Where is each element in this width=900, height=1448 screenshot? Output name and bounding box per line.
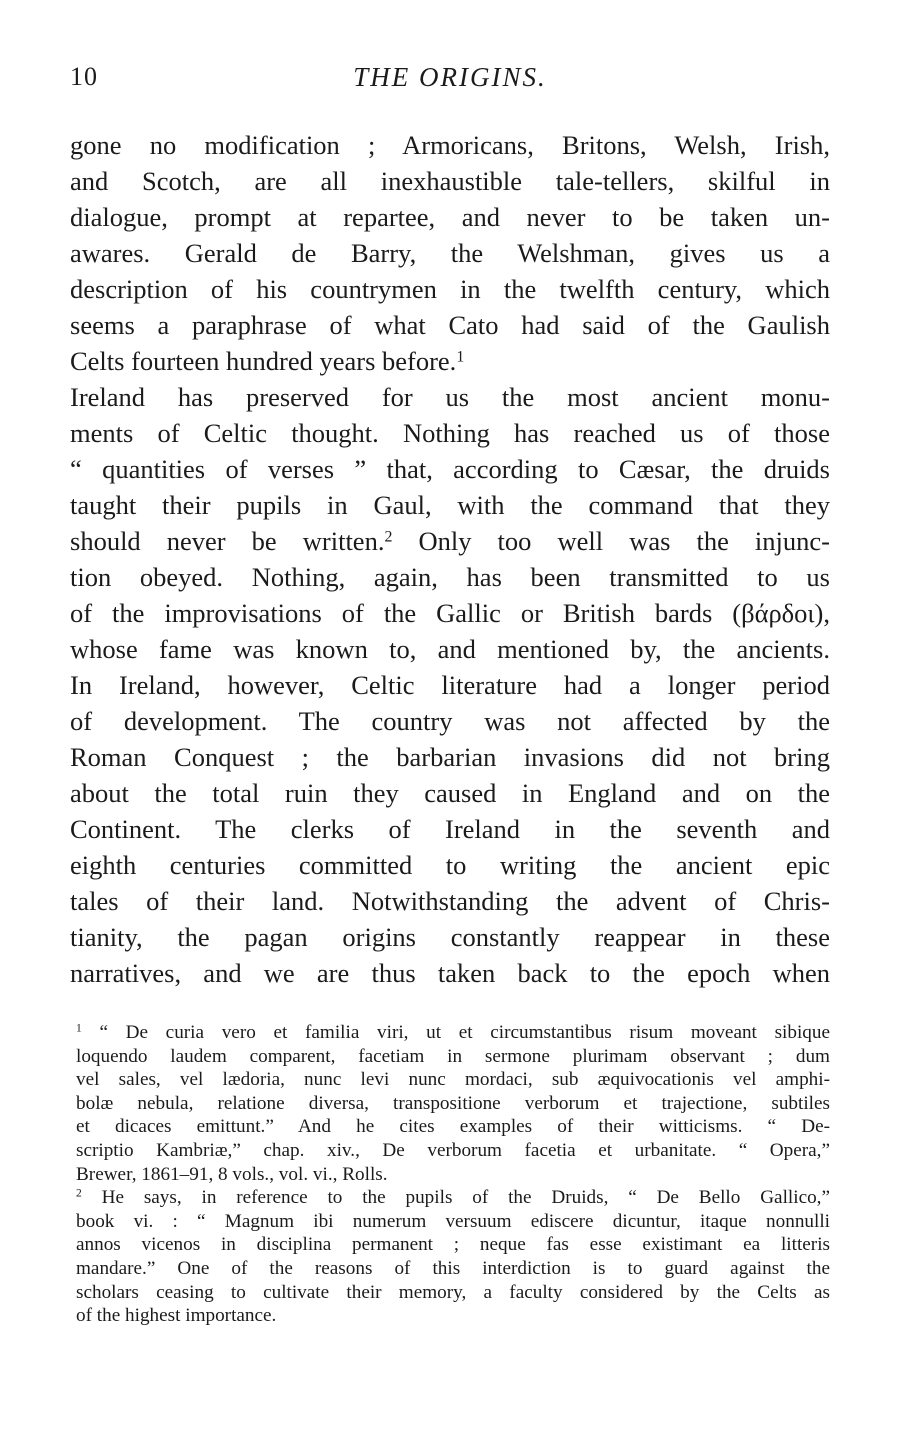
footnote-ref-1[interactable]: 1 [456,348,465,366]
footnotes [76,1021,830,1328]
text-line: description of his countrymen in the twelfth century, which [70,274,830,304]
paragraph-2 [70,379,830,991]
footnote-marker-1: 1 [76,1022,82,1035]
footnote-line: loquendo laudem comparent, facetiam in sermone plurimam observant ; dum [76,1045,830,1067]
footnote-line [76,1021,830,1045]
footnote-line: scholars ceasing to cultivate their memory, a faculty considered by the Celts as [76,1281,830,1303]
footnote-line: of the highest importance. [76,1305,277,1327]
text-line [70,523,830,559]
footnote-line: Brewer, 1861–91, 8 vols., vol. vi., Rolls. [76,1163,388,1185]
paragraph-1 [70,127,830,379]
footnote-line: book vi. : “ Magnum ibi numerum versuum ediscere dicuntur, itaque nonnulli [76,1210,830,1232]
footnote-line: vel sales, vel lædoria, nunc levi nunc mordaci, sub æquivocationis vel amphi- [76,1069,830,1091]
text-line: “ quantities of verses ” that, according to Cæsar, the druids [70,454,830,484]
text-line: tianity, the pagan origins constantly reappear in these [70,922,830,952]
text-line: whose fame was known to, and mentioned by, the ancients. [70,634,830,664]
text-line [70,343,830,379]
text-line: dialogue, prompt at repartee, and never to be taken un- [70,202,830,232]
text-line: ments of Celtic thought. Nothing has reached us of those [70,418,830,448]
text-line: In Ireland, however, Celtic literature had a longer period [70,670,830,700]
text-line: of the improvisations of the Gallic or British bards (βάρδοι), [70,598,830,628]
text-line: of development. The country was not affected by the [70,706,830,736]
footnote-line-content: “ De curia vero et familia viri, ut et circumstantibus risum moveant sibique [81,1022,830,1043]
text-line: Continent. The clerks of Ireland in the seventh and [70,814,830,844]
footnote-line [76,1186,830,1210]
footnote-line: mandare.” One of the reasons of this interdiction is to guard against the [76,1257,830,1279]
footnote-1 [76,1021,830,1186]
footnote-line: et dicaces emittunt.” And he cites examples of their witticisms. “ De- [76,1116,830,1138]
footnote-2 [76,1186,830,1328]
text-line: taught their pupils in Gaul, with the command that they [70,490,830,520]
text-line-content: Celts fourteen hundred years before. [70,346,457,376]
text-line: Ireland has preserved for us the most ancient monu- [70,382,830,412]
text-line: gone no modification ; Armoricans, Britons, Welsh, Irish, [70,130,830,160]
text-line: about the total ruin they caused in England and on the [70,778,830,808]
running-head: THE ORIGINS. [353,62,547,92]
text-line-content: Only too well was the injunc- [392,526,830,556]
text-line: seems a paraphrase of what Cato had said of the Gaulish [70,310,830,340]
footnote-marker-2: 2 [76,1187,82,1200]
footnote-line: scriptio Kambriæ,” chap. xiv., De verborum facetia et urbanitate. “ Opera,” [76,1139,830,1161]
footnote-line-content: He says, in reference to the pupils of the Druids, “ De Bello Gallico,” [81,1187,830,1209]
footnote-ref-2[interactable]: 2 [384,528,393,546]
text-line: awares. Gerald de Barry, the Welshman, gives us a [70,238,830,268]
text-line: and Scotch, are all inexhaustible tale-tellers, skilful in [70,166,830,196]
text-line-content: should never be written. [70,526,385,556]
page-number: 10 [70,62,98,91]
text-line: tion obeyed. Nothing, again, has been transmitted to us [70,562,830,592]
text-line: tales of their land. Notwithstanding the advent of Chris- [70,886,830,916]
page-header [70,62,830,102]
footnote-line: bolæ nebula, relatione diversa, transpositione verborum et trajectione, subtiles [76,1092,830,1114]
text-line: Roman Conquest ; the barbarian invasions did not bring [70,742,830,772]
text-line: eighth centuries committed to writing the ancient epic [70,850,830,880]
footnote-line: annos vicenos in disciplina permanent ; neque fas esse existimant ea litteris [76,1234,830,1256]
body-text [70,127,830,991]
text-line: narratives, and we are thus taken back to the epoch when [70,958,830,988]
